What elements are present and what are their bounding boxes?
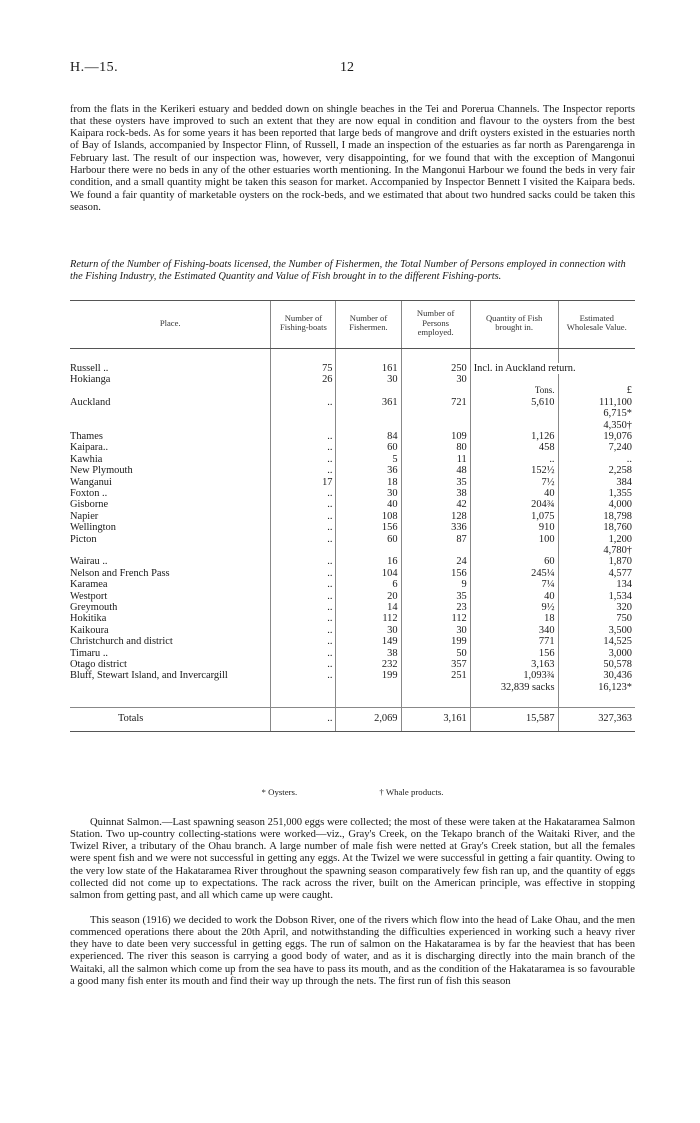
persons-cell: 199 [401, 636, 470, 647]
persons-cell: 251 [401, 670, 470, 693]
table-caption: Return of the Number of Fishing-boats licensed, the Number of Fishermen, the Total Number of Persons employed in connection with the Fishing Industry, the Estimated Quantity and Value of Fish brought in to the different Fishing-ports. [70, 259, 626, 283]
place-cell: Russell .. [70, 362, 109, 374]
quantity-cell: 5,610 [470, 397, 558, 431]
boats-cell: 75 [271, 363, 336, 374]
fishermen-cell: 30 [336, 625, 401, 636]
place-cell: Timaru .. [70, 647, 109, 659]
quantity-cell: 204¾ [470, 499, 558, 510]
fishermen-cell: 108 [336, 511, 401, 522]
col-place: Place. [70, 301, 271, 349]
units-row [70, 385, 635, 396]
persons-cell: 35 [401, 591, 470, 602]
boats-cell: .. [271, 636, 336, 647]
table-row [70, 397, 635, 431]
page-number: 12 [340, 60, 354, 75]
quantity-cell: 1,126 [470, 431, 558, 442]
table-row [70, 625, 635, 636]
footnote-oysters: * Oysters. [261, 787, 298, 797]
fishermen-cell: 38 [336, 648, 401, 659]
fishermen-cell: 161 [336, 363, 401, 374]
boats-cell: .. [271, 511, 336, 522]
persons-cell: 42 [401, 499, 470, 510]
persons-cell: 11 [401, 454, 470, 465]
place-cell: Hokianga [70, 373, 111, 385]
value-cell: 19,076 [558, 431, 635, 442]
table-row [70, 636, 635, 647]
value-cell: 3,500 [558, 625, 635, 636]
boats-cell: .. [271, 522, 336, 533]
fishermen-cell: 20 [336, 591, 401, 602]
value-cell: 384 [558, 477, 635, 488]
place-cell: Christchurch and district [70, 636, 173, 648]
quantity-cell: 7½ [470, 477, 558, 488]
table-row [70, 579, 635, 590]
persons-cell: 80 [401, 442, 470, 453]
fishermen-cell: 30 [336, 488, 401, 499]
persons-cell: 30 [401, 625, 470, 636]
boats-cell: .. [271, 602, 336, 613]
place-cell: Nelson and French Pass [70, 567, 170, 579]
place-cell: Kawhia [70, 453, 103, 465]
value-cell: 4,000 [558, 499, 635, 510]
persons-cell: 250 [401, 363, 470, 374]
place-cell: Kaipara.. [70, 442, 109, 454]
table-row [70, 488, 635, 499]
totals-fishermen: 2,069 [336, 708, 401, 731]
place-cell: Wairau .. [70, 556, 108, 568]
quantity-cell: 7¼ [470, 579, 558, 590]
place-cell: Bluff, Stewart Island, and Invercargill [70, 670, 228, 682]
place-cell: New Plymouth [70, 465, 133, 477]
table-footnotes [70, 787, 635, 797]
quantity-cell: .. [470, 454, 558, 465]
place-cell: Otago district [70, 659, 127, 671]
value-cell: 3,000 [558, 648, 635, 659]
value-cell: 30,436 16,123* [558, 670, 635, 693]
place-cell: Gisborne [70, 499, 109, 511]
value-cell: 50,578 [558, 659, 635, 670]
quantity-cell: Incl. in Auckland return. [470, 363, 635, 374]
fishermen-cell: 36 [336, 465, 401, 476]
boats-cell: .. [271, 442, 336, 453]
boats-cell: .. [271, 465, 336, 476]
value-cell: 7,240 [558, 442, 635, 453]
quantity-cell: 18 [470, 613, 558, 624]
table-row [70, 442, 635, 453]
boats-cell: .. [271, 488, 336, 499]
quantity-cell: 771 [470, 636, 558, 647]
quantity-cell: 3,163 [470, 659, 558, 670]
persons-cell: 24 [401, 556, 470, 567]
persons-cell: 48 [401, 465, 470, 476]
boats-cell: .. [271, 568, 336, 579]
paragraph-quinnat-salmon: Quinnat Salmon.—Last spawning season 251,000 eggs were collected; the most of these were taken at the Hakataramea Salmon Station. Two up-country collecting-stations were worked—viz., Gray's Creek, on the Tekapo branch of the Waitaki River, and the Twizel River, a tributary of the Ohau branch. A large number of male fish were netted at Gray's Creek station, but all the females were spent fish and we were not successful in getting any eggs. At the Twizel we were successful in getting a fair quantity. Owing to the very low state of the Hakataramea River throughout the spawning season comparatively few fish ran up, and the quantity of eggs collected did not come up to expectations. The rack across the river, built on the American principle, was effective in stopping salmon from getting past, and all which came up were caught. [70, 816, 635, 902]
fishermen-cell: 232 [336, 659, 401, 670]
fishermen-cell: 60 [336, 442, 401, 453]
table-row [70, 602, 635, 613]
value-cell: 2,258 [558, 465, 635, 476]
fishermen-cell: 361 [336, 397, 401, 431]
table-row [70, 363, 635, 374]
table-row [70, 374, 635, 385]
fishermen-cell: 14 [336, 602, 401, 613]
persons-cell: 9 [401, 579, 470, 590]
place-cell: Greymouth [70, 602, 118, 614]
place-cell: Foxton .. [70, 487, 108, 499]
persons-cell: 30 [401, 374, 470, 385]
value-cell: 111,100 6,715* 4,350† [558, 397, 635, 431]
table-row [70, 477, 635, 488]
place-cell: Westport [70, 590, 108, 602]
quantity-cell: 1,075 [470, 511, 558, 522]
quantity-cell: 910 [470, 522, 558, 533]
totals-persons: 3,161 [401, 708, 470, 731]
place-cell: Picton [70, 533, 97, 545]
report-code: H.—15. [70, 60, 119, 75]
col-boats: Number of Fishing-boats [271, 301, 336, 349]
value-cell: 134 [558, 579, 635, 590]
table-row [70, 556, 635, 567]
totals-quantity: 15,587 [470, 708, 558, 731]
boats-cell: .. [271, 534, 336, 557]
totals-label: Totals [70, 708, 271, 731]
table-row [70, 499, 635, 510]
boats-cell: .. [271, 579, 336, 590]
boats-cell: .. [271, 397, 336, 431]
fishermen-cell: 156 [336, 522, 401, 533]
boats-cell: .. [271, 648, 336, 659]
value-cell: 14,525 [558, 636, 635, 647]
fishermen-cell: 5 [336, 454, 401, 465]
col-fishermen: Number of Fishermen. [336, 301, 401, 349]
persons-cell: 109 [401, 431, 470, 442]
quantity-cell: 156 [470, 648, 558, 659]
table-row [70, 511, 635, 522]
persons-cell: 50 [401, 648, 470, 659]
persons-cell: 38 [401, 488, 470, 499]
value-cell: 4,577 [558, 568, 635, 579]
boats-cell: .. [271, 499, 336, 510]
col-quantity: Quantity of Fish brought in. [470, 301, 558, 349]
fishermen-cell: 18 [336, 477, 401, 488]
persons-cell: 336 [401, 522, 470, 533]
place-cell: Wanganui [70, 476, 112, 488]
table-row [70, 522, 635, 533]
table-row [70, 534, 635, 557]
table-row [70, 613, 635, 624]
quantity-cell: 100 [470, 534, 558, 557]
boats-cell: .. [271, 556, 336, 567]
quantity-cell: 245¼ [470, 568, 558, 579]
quantity-cell: 60 [470, 556, 558, 567]
quantity-cell: 152½ [470, 465, 558, 476]
boats-cell: .. [271, 613, 336, 624]
value-cell: 1,870 [558, 556, 635, 567]
quantity-cell: 40 [470, 488, 558, 499]
persons-cell: 112 [401, 613, 470, 624]
fishermen-cell: 60 [336, 534, 401, 557]
place-cell: Karamea [70, 579, 108, 591]
table-row [70, 659, 635, 670]
fishermen-cell: 84 [336, 431, 401, 442]
fishermen-cell: 112 [336, 613, 401, 624]
persons-cell: 156 [401, 568, 470, 579]
boats-cell: .. [271, 431, 336, 442]
persons-cell: 721 [401, 397, 470, 431]
persons-cell: 23 [401, 602, 470, 613]
boats-cell: .. [271, 591, 336, 602]
boats-cell: 26 [271, 374, 336, 385]
paragraph-oysters: from the flats in the Kerikeri estuary and bedded down on shingle beaches in the Tei and Porerua Channels. The Inspector reports that these oysters have improved to such an extent that they are now equal in condition and flavour to the oysters from the best Kaipara rock-beds. As for some years it has been reported that large beds of mangrove and drift oysters existed in the estuaries north of Bay of Islands, accompanied by Inspector Flinn, of Russell, I made an inspection of the estuaries as far north as Parengarenga in February last. The result of our inspection was, however, very disappointing, for we found that with the exception of Mangonui Harbour there were no beds in any of the other estuaries worth mentioning. In the Mangonui Harbour we found the beds in very fair condition, and a small quantity might be taken this season for market. Accompanied by Inspector Bennett I visited the Kaipara beds. We found a fair quantity of marketable oysters on the rock-beds, and we estimated that about two hundred sacks could be taken this season. [70, 103, 635, 213]
value-cell: .. [558, 454, 635, 465]
value-cell [558, 374, 635, 385]
table-header-row [70, 301, 635, 349]
unit-quantity: Tons. [470, 385, 558, 396]
quantity-cell [470, 374, 558, 385]
table-row [70, 670, 635, 693]
boats-cell: .. [271, 625, 336, 636]
boats-cell: 17 [271, 477, 336, 488]
fishermen-cell: 199 [336, 670, 401, 693]
table-row [70, 431, 635, 442]
table-row [70, 454, 635, 465]
place-cell: Wellington [70, 522, 116, 534]
fishermen-cell: 40 [336, 499, 401, 510]
table-row [70, 648, 635, 659]
value-cell: 320 [558, 602, 635, 613]
value-cell: 1,355 [558, 488, 635, 499]
persons-cell: 128 [401, 511, 470, 522]
table-row [70, 568, 635, 579]
place-cell: Napier [70, 510, 99, 522]
fishermen-cell: 149 [336, 636, 401, 647]
value-cell: 18,798 [558, 511, 635, 522]
place-cell: Kaikoura [70, 624, 109, 636]
quantity-cell: 458 [470, 442, 558, 453]
fishing-return-table [70, 300, 635, 732]
place-cell: Hokitika [70, 613, 107, 625]
paragraph-dobson-river: This season (1916) we decided to work the Dobson River, one of the rivers which flow into the head of Lake Ohau, and the men commenced operations there about the 20th April, and notwithstanding the difficulties experienced in working such a heavy river they have to date been very successful in getting eggs. The run of salmon on the Hakataramea is by far the heaviest that has been experienced. The river this season is carrying a good body of water, and as it is discharging directly into the main branch of the Waitaki, all the salmon which come up from the sea have to pass its mouth, and as the condition of the Hakataramea is so favourable a good many fish enter its mouth and find their way up through the nets. The first run of fish this season [70, 914, 635, 988]
persons-cell: 35 [401, 477, 470, 488]
fishermen-cell: 16 [336, 556, 401, 567]
value-cell: 18,760 [558, 522, 635, 533]
quantity-cell: 40 [470, 591, 558, 602]
unit-value: £ [558, 385, 635, 396]
totals-boats: .. [271, 708, 336, 731]
totals-row [70, 708, 635, 731]
page-header [70, 60, 635, 80]
col-value: Estimated Wholesale Value. [558, 301, 635, 349]
totals-value: 327,363 [558, 708, 635, 731]
quantity-cell: 340 [470, 625, 558, 636]
fishermen-cell: 30 [336, 374, 401, 385]
table-row [70, 465, 635, 476]
col-persons: Number of Persons employed. [401, 301, 470, 349]
table-row [70, 591, 635, 602]
fishermen-cell: 104 [336, 568, 401, 579]
boats-cell: .. [271, 670, 336, 693]
persons-cell: 357 [401, 659, 470, 670]
quantity-cell: 1,093¾ 32,839 sacks [470, 670, 558, 693]
boats-cell: .. [271, 659, 336, 670]
place-cell: Thames [70, 430, 103, 442]
footnote-whale: † Whale products. [379, 787, 444, 797]
boats-cell: .. [271, 454, 336, 465]
value-cell: 1,200 4,780† [558, 534, 635, 557]
value-cell: 750 [558, 613, 635, 624]
quantity-cell: 9½ [470, 602, 558, 613]
fishermen-cell: 6 [336, 579, 401, 590]
value-cell: 1,534 [558, 591, 635, 602]
place-cell: Auckland [70, 396, 111, 408]
persons-cell: 87 [401, 534, 470, 557]
